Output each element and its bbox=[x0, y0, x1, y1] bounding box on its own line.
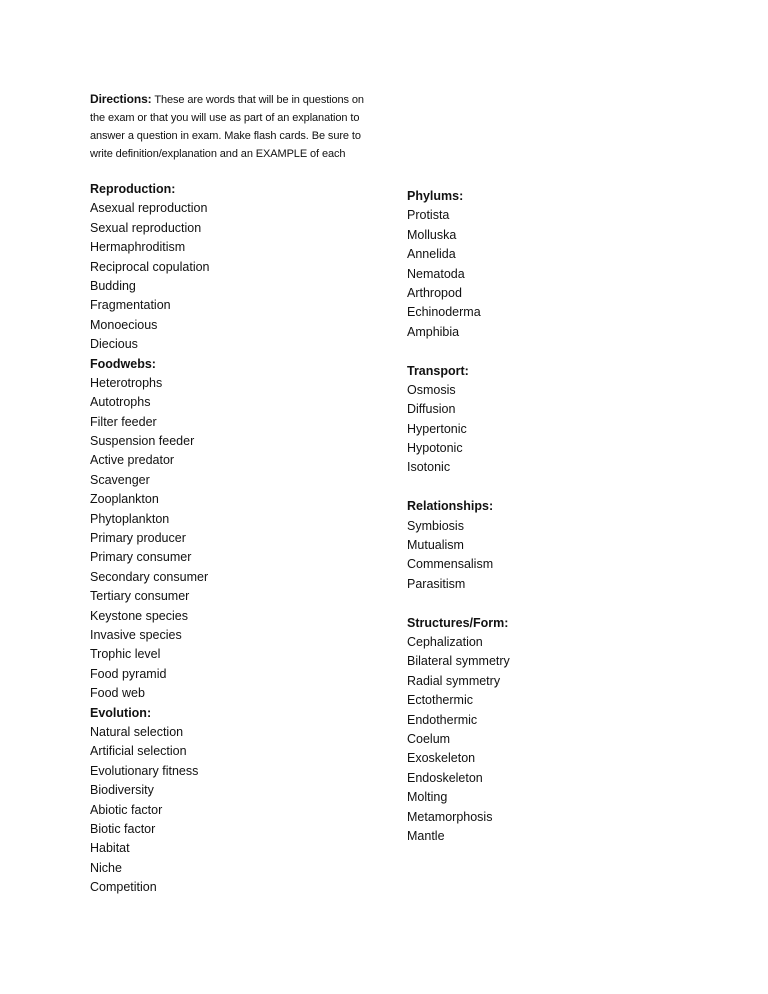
term-item: Niche bbox=[90, 860, 122, 875]
term-item: Biotic factor bbox=[90, 821, 156, 836]
directions-label: Directions: bbox=[90, 92, 152, 106]
term-item: Ectothermic bbox=[407, 693, 473, 708]
term-item: Trophic level bbox=[90, 647, 161, 662]
term-item: Food web bbox=[90, 686, 145, 701]
term-item: Molluska bbox=[407, 227, 457, 242]
term-item: Sexual reproduction bbox=[90, 220, 202, 235]
term-section-reproduction bbox=[90, 180, 390, 355]
section-heading: Evolution: bbox=[90, 705, 152, 720]
term-item: Exoskeleton bbox=[407, 751, 476, 766]
right-term-column bbox=[407, 187, 707, 846]
term-item: Amphibia bbox=[407, 324, 460, 339]
term-item: Hypertonic bbox=[407, 421, 467, 436]
term-item: Radial symmetry bbox=[407, 673, 501, 688]
term-item: Food pyramid bbox=[90, 666, 167, 681]
term-item: Coelum bbox=[407, 731, 451, 746]
section-spacer bbox=[407, 478, 707, 497]
term-item: Phytoplankton bbox=[90, 511, 170, 526]
term-item: Zooplankton bbox=[90, 492, 159, 507]
term-item: Annelida bbox=[407, 247, 456, 262]
term-section-transport bbox=[407, 362, 707, 478]
section-spacer bbox=[407, 342, 707, 361]
term-item: Diffusion bbox=[407, 402, 456, 417]
term-item: Molting bbox=[407, 790, 448, 805]
term-item: Osmosis bbox=[407, 382, 456, 397]
section-heading: Foodwebs: bbox=[90, 356, 156, 371]
term-item: Reciprocal copulation bbox=[90, 259, 210, 274]
term-item: Endothermic bbox=[407, 712, 478, 727]
term-item: Hermaphroditism bbox=[90, 240, 186, 255]
term-item: Keystone species bbox=[90, 608, 188, 623]
section-heading: Phylums: bbox=[407, 189, 464, 203]
section-heading: Reproduction: bbox=[90, 182, 176, 196]
directions-text: These are words that will be in questions on the exam or that you will use as part of an explanation to answer a question in exam. Make flash cards. Be sure to write definition/explanation and an EXAMPLE of each bbox=[90, 94, 364, 160]
term-item: Fragmentation bbox=[90, 298, 171, 313]
term-item: Cephalization bbox=[407, 634, 483, 649]
term-item: Commensalism bbox=[407, 557, 494, 572]
term-item: Primary producer bbox=[90, 531, 186, 546]
term-item: Mantle bbox=[407, 828, 445, 843]
term-item: Filter feeder bbox=[90, 414, 157, 429]
term-item: Invasive species bbox=[90, 627, 182, 642]
term-section-evolution bbox=[90, 704, 390, 898]
term-item: Mutualism bbox=[407, 538, 464, 553]
term-item: Primary consumer bbox=[90, 550, 192, 565]
term-item: Tertiary consumer bbox=[90, 589, 190, 604]
term-item: Parasitism bbox=[407, 576, 466, 591]
term-item: Echinoderma bbox=[407, 305, 481, 320]
section-spacer bbox=[407, 594, 707, 613]
term-item: Bilateral symmetry bbox=[407, 654, 510, 669]
term-item: Endoskeleton bbox=[407, 770, 483, 785]
term-item: Metamorphosis bbox=[407, 809, 493, 824]
term-item: Protista bbox=[407, 208, 450, 223]
term-item: Biodiversity bbox=[90, 783, 154, 798]
term-item: Heterotrophs bbox=[90, 375, 163, 390]
term-item: Secondary consumer bbox=[90, 569, 209, 584]
term-item: Scavenger bbox=[90, 472, 150, 487]
term-item: Competition bbox=[90, 880, 157, 895]
term-item: Hypotonic bbox=[407, 441, 463, 456]
term-item: Nematoda bbox=[407, 266, 465, 281]
term-item: Evolutionary fitness bbox=[90, 763, 199, 778]
directions-paragraph bbox=[90, 90, 365, 163]
term-section-relationships bbox=[407, 497, 707, 594]
term-section-foodwebs bbox=[90, 355, 390, 704]
term-item: Autotrophs bbox=[90, 395, 151, 410]
term-item: Isotonic bbox=[407, 460, 451, 475]
section-heading: Relationships: bbox=[407, 499, 494, 514]
section-heading: Transport: bbox=[407, 363, 469, 378]
term-item: Habitat bbox=[90, 841, 130, 856]
term-item: Budding bbox=[90, 278, 136, 293]
term-item: Suspension feeder bbox=[90, 434, 195, 449]
term-item: Symbiosis bbox=[407, 518, 464, 533]
term-item: Diecious bbox=[90, 337, 138, 352]
term-section-phylums bbox=[407, 187, 707, 342]
term-item: Arthropod bbox=[407, 285, 462, 300]
term-item: Abiotic factor bbox=[90, 802, 163, 817]
term-section-structures-form bbox=[407, 614, 707, 847]
term-item: Natural selection bbox=[90, 724, 184, 739]
section-heading: Structures/Form: bbox=[407, 615, 509, 630]
left-term-column bbox=[90, 180, 390, 897]
term-item: Asexual reproduction bbox=[90, 201, 208, 216]
term-item: Active predator bbox=[90, 453, 175, 468]
term-item: Artificial selection bbox=[90, 744, 187, 759]
term-item: Monoecious bbox=[90, 317, 158, 332]
